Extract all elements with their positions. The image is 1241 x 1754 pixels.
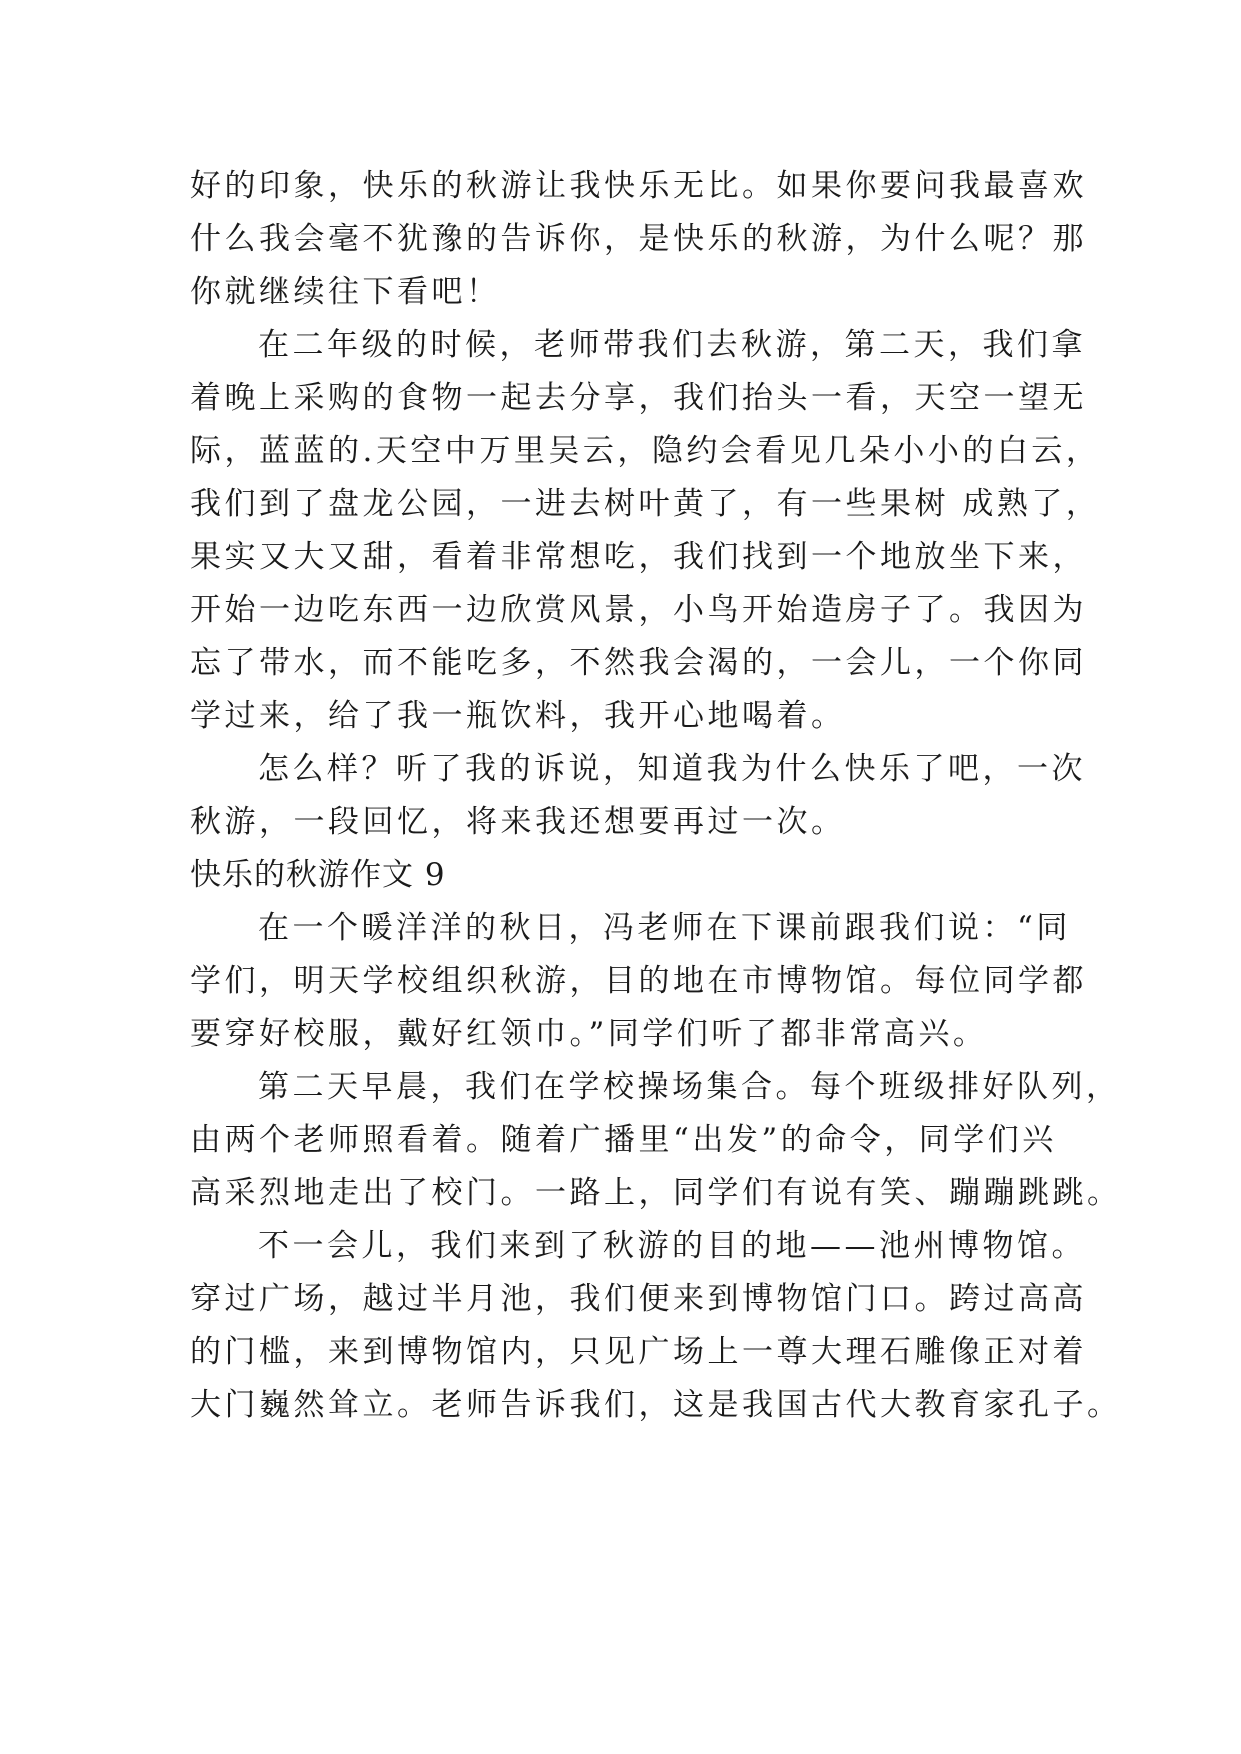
text-line: 什么我会毫不犹豫的告诉你，是快乐的秋游，为什么呢？那 [190,221,1087,257]
text-line: 我们到了盘龙公园，一进去树叶黄了，有一些果树 成熟了， [190,486,1101,522]
text-line: 你就继续往下看吧！ [190,274,501,310]
paragraph-start-line: 不一会儿，我们来到了秋游的目的地——池州博物馆。 [258,1228,1086,1264]
text-line: 秋游，一段回忆，将来我还想要再过一次。 [190,804,846,840]
text-line: 着晚上采购的食物一起去分享，我们抬头一看，天空一望无 [190,380,1087,416]
paragraph-start-line: 怎么样？听了我的诉说，知道我为什么快乐了吧，一次 [258,751,1086,787]
text-line: 穿过广场，越过半月池，我们便来到博物馆门口。跨过高高 [190,1281,1087,1317]
document-body [190,160,1122,1432]
text-line: 学过来，给了我一瓶饮料，我开心地喝着。 [190,698,846,734]
text-line: 果实又大又甜，看着非常想吃，我们找到一个地放坐下来， [190,539,1087,575]
text-line: 好的印象，快乐的秋游让我快乐无比。如果你要问我最喜欢 [190,168,1087,204]
text-line: 际，蓝蓝的.天空中万里吴云，隐约会看见几朵小小的白云， [190,433,1101,469]
paragraph-start-line: 在一个暖洋洋的秋日，冯老师在下课前跟我们说：“同 [258,910,1071,946]
paragraph-start-line: 第二天早晨，我们在学校操场集合。每个班级排好队列， [258,1069,1121,1105]
text-line: 由两个老师照看着。随着广播里“出发”的命令，同学们兴 [190,1122,1057,1158]
text-line: 忘了带水，而不能吃多，不然我会渴的，一会儿，一个你同 [190,645,1087,681]
section-heading: 快乐的秋游作文 9 [190,857,446,893]
text-line: 要穿好校服，戴好红领巾。”同学们听了都非常高兴。 [190,1016,988,1052]
text-line: 开始一边吃东西一边欣赏风景，小鸟开始造房子了。我因为 [190,592,1087,628]
text-line: 学们，明天学校组织秋游，目的地在市博物馆。每位同学都 [190,963,1087,999]
text-line: 大门巍然耸立。老师告诉我们，这是我国古代大教育家孔子。 [190,1387,1122,1423]
text-line: 的门槛，来到博物馆内，只见广场上一尊大理石雕像正对着 [190,1334,1087,1370]
paragraph-start-line: 在二年级的时候，老师带我们去秋游，第二天，我们拿 [258,327,1086,363]
text-line: 高采烈地走出了校门。一路上，同学们有说有笑、蹦蹦跳跳。 [190,1175,1122,1211]
